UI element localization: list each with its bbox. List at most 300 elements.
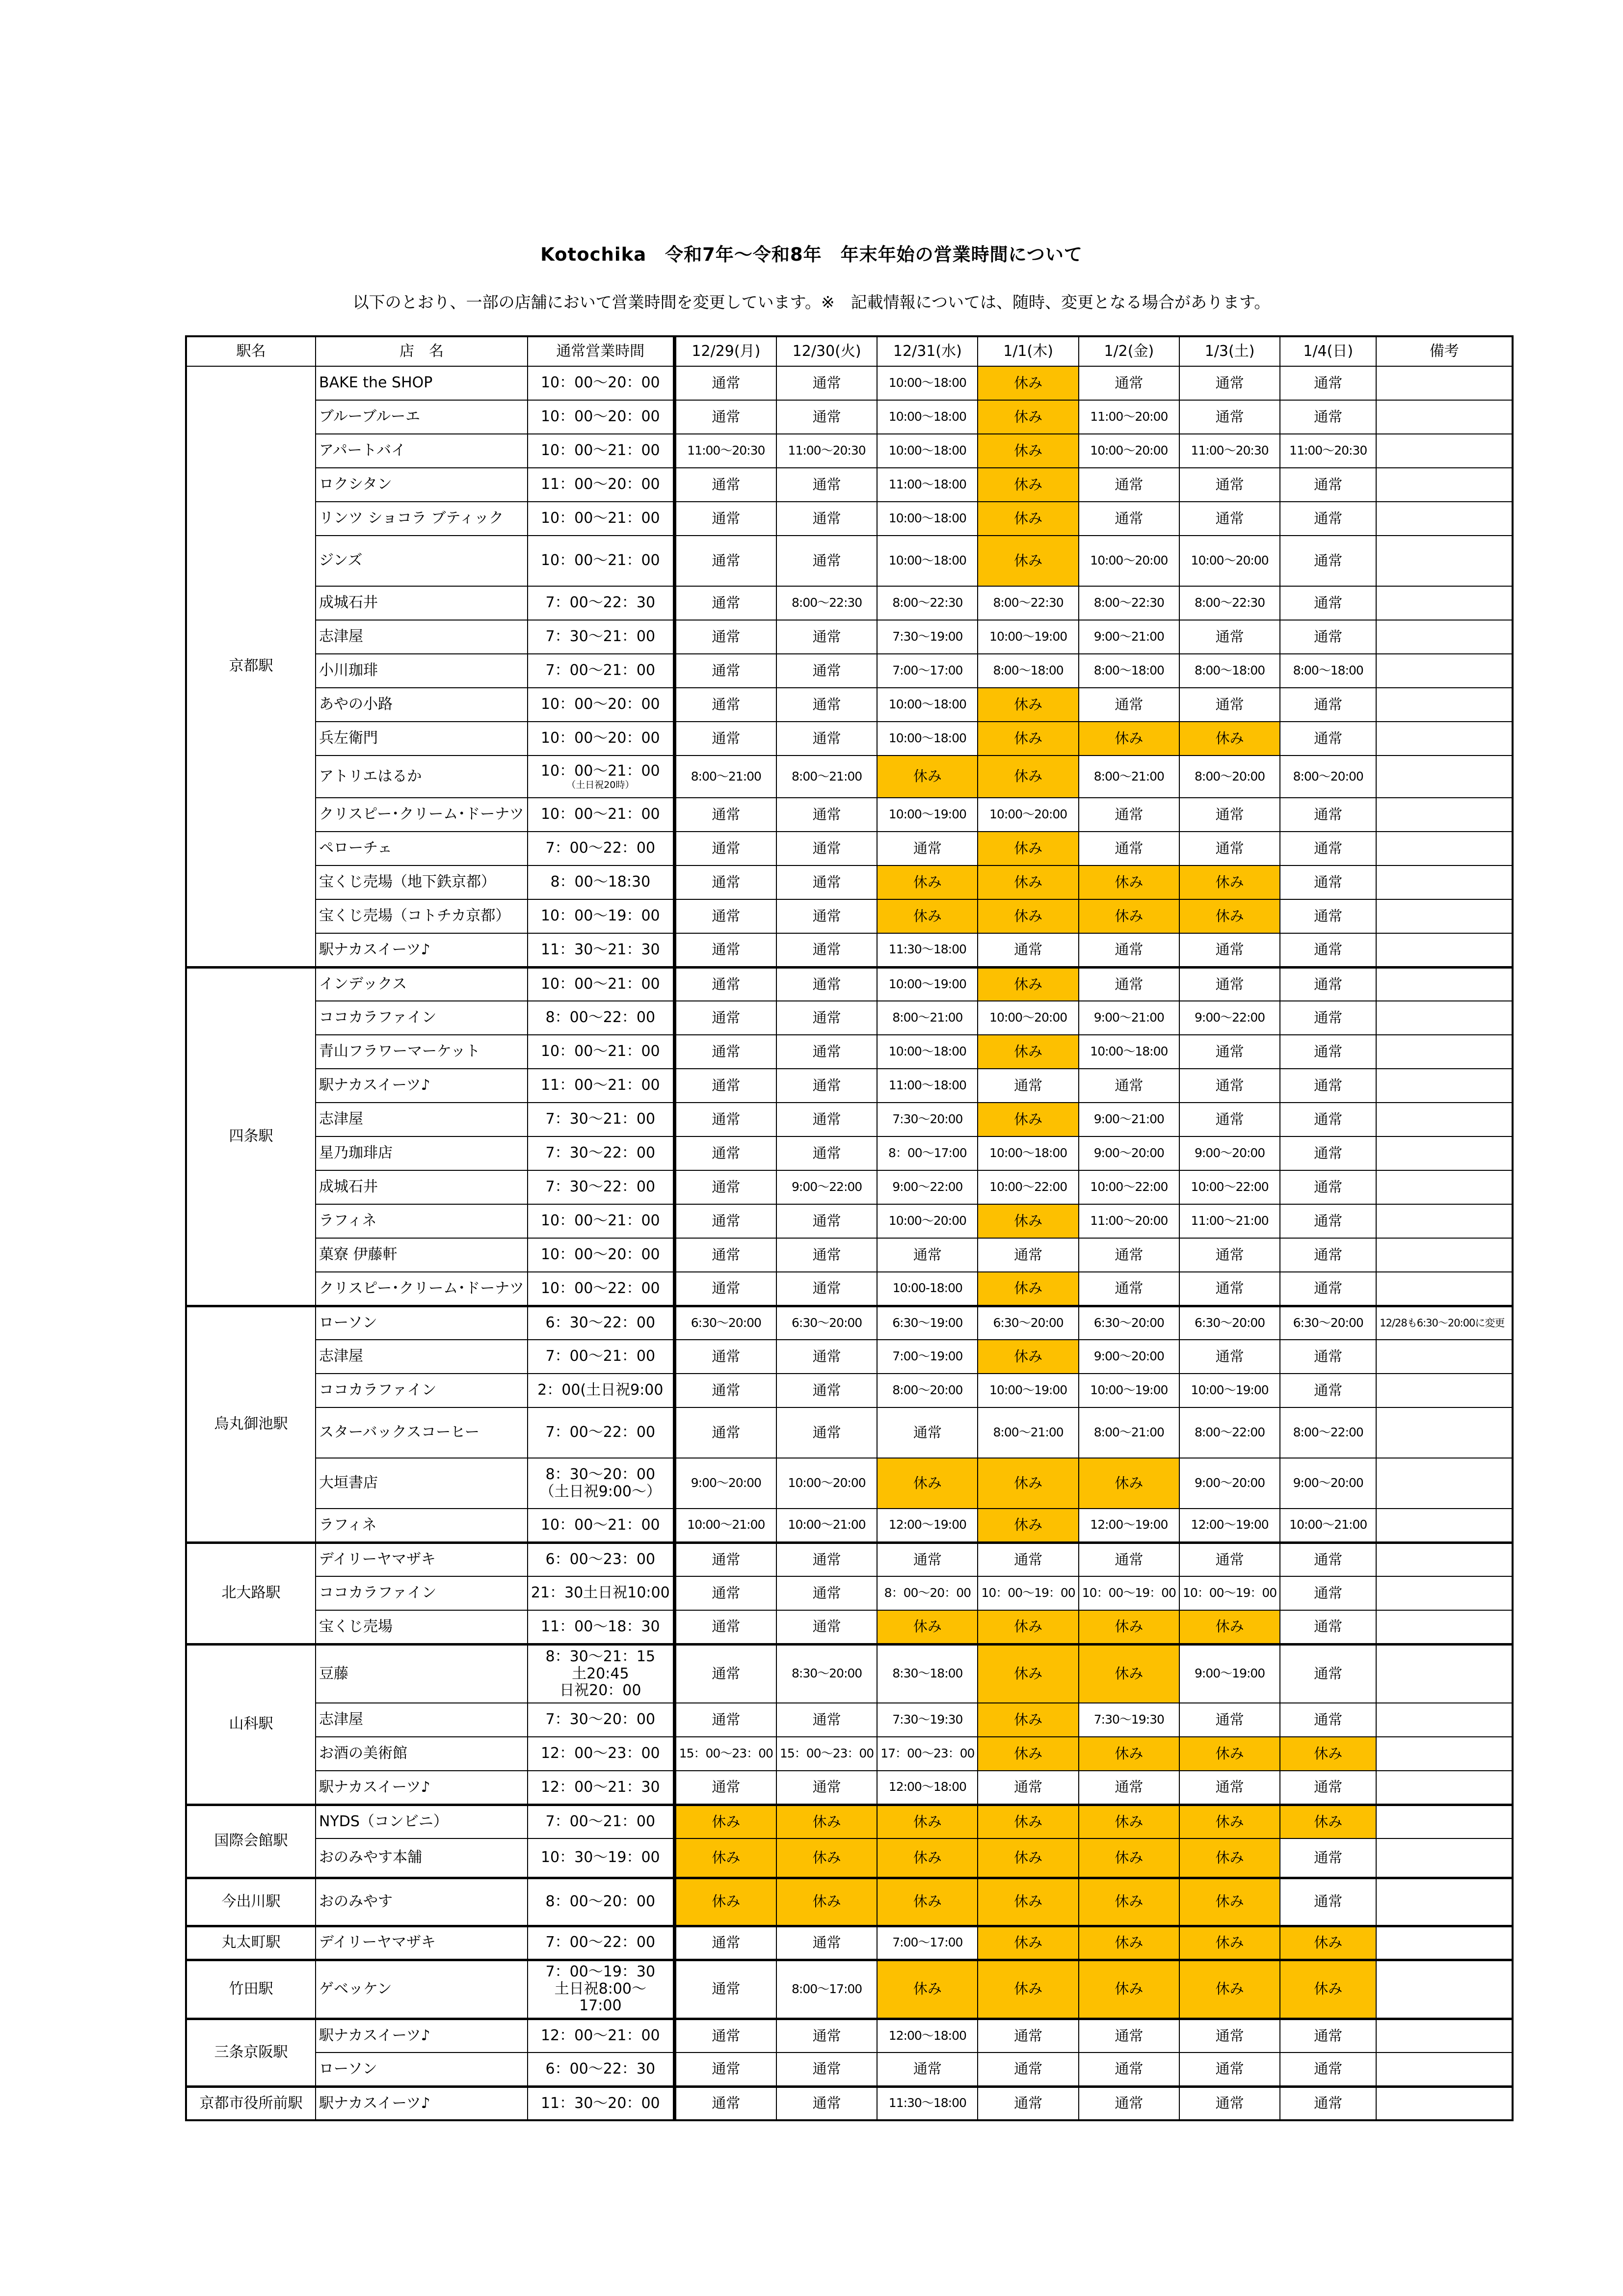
- regular-hours: [528, 1878, 674, 1926]
- day-cell: 7:30～19:00: [877, 620, 978, 654]
- day-cell: 10:00～20:00: [1079, 434, 1179, 468]
- day-cell-closed: 休み: [1179, 1960, 1280, 2019]
- day-cell: 通常: [674, 1272, 776, 1306]
- day-cell: 通常: [1280, 899, 1376, 933]
- day-cell: 通常: [1280, 1542, 1376, 1576]
- day-cell-closed: 休み: [1079, 722, 1179, 756]
- day-cell: 通常: [674, 1542, 776, 1576]
- table-row: [186, 1610, 1513, 1644]
- table-row: [186, 1374, 1513, 1407]
- regular-hours-line: 10：00～22：00: [540, 1279, 660, 1297]
- day-cell: 通常: [776, 2086, 877, 2120]
- day-cell: 8:00～21:00: [674, 756, 776, 798]
- day-cell-closed: 休み: [877, 1838, 978, 1878]
- day-cell: 通常: [776, 1407, 877, 1458]
- regular-hours-line: 10：00～21：00: [540, 1212, 660, 1230]
- day-cell: 通常: [1079, 2019, 1179, 2053]
- day-cell: 9:00～20:00: [674, 1458, 776, 1509]
- day-cell: 通常: [674, 502, 776, 536]
- regular-hours-line: 10：00～20：00: [540, 1246, 660, 1264]
- remarks-cell: [1376, 1069, 1513, 1103]
- day-cell: 通常: [674, 620, 776, 654]
- day-cell: 通常: [1280, 1069, 1376, 1103]
- day-cell: 通常: [1179, 502, 1280, 536]
- regular-hours-line: 10：00～21：00: [540, 806, 660, 823]
- regular-hours-line: 8：30～20：00: [545, 1466, 656, 1483]
- day-cell: 10:00～18:00: [877, 688, 978, 722]
- table-row: [186, 1878, 1513, 1926]
- day-cell: 通常: [776, 832, 877, 865]
- regular-hours: [528, 798, 674, 832]
- store-name: ココカラファイン: [316, 1001, 528, 1035]
- regular-hours: [528, 1576, 674, 1610]
- day-cell: 通常: [1280, 722, 1376, 756]
- header-regular-hours: 通常営業時間: [528, 336, 674, 366]
- day-cell: 7:00～19:00: [877, 1340, 978, 1374]
- store-name: 成城石井: [316, 586, 528, 620]
- header-remarks: 備考: [1376, 336, 1513, 366]
- store-name: 駅ナカスイーツ♪: [316, 2086, 528, 2120]
- day-cell: 17：00～23：00: [877, 1737, 978, 1771]
- store-name: アパートバイ: [316, 434, 528, 468]
- table-row: [186, 1703, 1513, 1737]
- regular-hours: [528, 1644, 674, 1703]
- table-row: [186, 967, 1513, 1001]
- regular-hours-line: 8：00～18:30: [550, 873, 651, 891]
- day-cell: 8:00～18:00: [1280, 654, 1376, 688]
- table-row: [186, 1509, 1513, 1542]
- store-name: デイリーヤマザキ: [316, 1926, 528, 1960]
- day-cell: 8：00～17:00: [877, 1136, 978, 1170]
- remarks-cell: [1376, 1272, 1513, 1306]
- table-row: [186, 722, 1513, 756]
- day-cell: 8:00～21:00: [776, 756, 877, 798]
- day-cell: 通常: [1280, 1374, 1376, 1407]
- day-cell: 通常: [776, 933, 877, 967]
- store-name: アトリエはるか: [316, 756, 528, 798]
- table-row: [186, 400, 1513, 434]
- day-cell: 10：00～19：00: [1079, 1576, 1179, 1610]
- regular-hours-line: 土日祝8:00～: [554, 1980, 646, 1998]
- regular-hours-line: 7：00～22：00: [545, 1934, 656, 1951]
- day-cell: 7:30～19:30: [1079, 1703, 1179, 1737]
- day-cell: 通常: [1280, 1103, 1376, 1136]
- table-row: [186, 1805, 1513, 1838]
- day-cell: 通常: [776, 1238, 877, 1272]
- day-cell-closed: 休み: [978, 865, 1078, 899]
- day-cell: 10:00～19:00: [877, 967, 978, 1001]
- day-cell-closed: 休み: [978, 1703, 1078, 1737]
- regular-hours-line: 17:00: [579, 1997, 622, 2015]
- remarks-cell: [1376, 1644, 1513, 1703]
- day-cell-closed: 休み: [978, 1204, 1078, 1238]
- day-cell: 通常: [776, 1374, 877, 1407]
- table-row: [186, 654, 1513, 688]
- day-cell: 通常: [776, 400, 877, 434]
- day-cell: 通常: [877, 1542, 978, 1576]
- day-cell-closed: 休み: [1079, 1960, 1179, 2019]
- day-cell: 通常: [674, 899, 776, 933]
- day-cell-closed: 休み: [978, 536, 1078, 586]
- day-cell: 通常: [1280, 865, 1376, 899]
- day-cell-closed: 休み: [978, 1340, 1078, 1374]
- regular-hours-line: 11：30～20：00: [540, 2094, 660, 2112]
- day-cell-closed: 休み: [978, 502, 1078, 536]
- day-cell: 通常: [776, 2019, 877, 2053]
- day-cell: 通常: [776, 722, 877, 756]
- store-name: 志津屋: [316, 620, 528, 654]
- day-cell-closed: 休み: [877, 899, 978, 933]
- day-cell-closed: 休み: [978, 400, 1078, 434]
- regular-hours: [528, 2053, 674, 2086]
- table-row: [186, 1926, 1513, 1960]
- day-cell: 通常: [1179, 2019, 1280, 2053]
- day-cell: 6:30～20:00: [1179, 1306, 1280, 1340]
- table-row: [186, 1306, 1513, 1340]
- table-row: [186, 1238, 1513, 1272]
- station-name: 竹田駅: [186, 1960, 316, 2019]
- day-cell: 通常: [1280, 1610, 1376, 1644]
- day-cell-closed: 休み: [877, 1960, 978, 2019]
- remarks-cell: [1376, 1407, 1513, 1458]
- day-cell: 10:00～19:00: [1179, 1374, 1280, 1407]
- remarks-cell: [1376, 586, 1513, 620]
- day-cell: 通常: [1079, 468, 1179, 502]
- day-cell: 通常: [1179, 1340, 1280, 1374]
- day-cell: 通常: [978, 1238, 1078, 1272]
- regular-hours: [528, 1238, 674, 1272]
- table-row: [186, 434, 1513, 468]
- day-cell: 8:00～18:00: [978, 654, 1078, 688]
- day-cell: 通常: [674, 967, 776, 1001]
- regular-hours-line: 7：30～22：00: [545, 1144, 656, 1162]
- store-name: 菓寮 伊藤軒: [316, 1238, 528, 1272]
- day-cell: 10:00～18:00: [877, 1035, 978, 1069]
- regular-hours-line: 6：00～23：00: [545, 1551, 656, 1568]
- day-cell: 通常: [776, 2053, 877, 2086]
- store-name: リンツ ショコラ ブティック: [316, 502, 528, 536]
- remarks-cell: [1376, 1340, 1513, 1374]
- remarks-cell: [1376, 933, 1513, 967]
- store-name: ゲベッケン: [316, 1960, 528, 2019]
- day-cell: 通常: [776, 1703, 877, 1737]
- regular-hours: [528, 400, 674, 434]
- remarks-cell: [1376, 1771, 1513, 1805]
- regular-hours: [528, 1170, 674, 1204]
- day-cell: 7:00～17:00: [877, 1926, 978, 1960]
- day-cell-closed: 休み: [877, 1458, 978, 1509]
- table-row: [186, 2019, 1513, 2053]
- regular-hours-line: 土20:45: [572, 1665, 629, 1682]
- regular-hours-line: 11：00～20：00: [540, 476, 660, 493]
- day-cell: 8:00～22:30: [1179, 586, 1280, 620]
- day-cell-closed: 休み: [1079, 1926, 1179, 1960]
- store-name: NYDS（コンビニ）: [316, 1805, 528, 1838]
- remarks-cell: [1376, 832, 1513, 865]
- store-name: 小川珈琲: [316, 654, 528, 688]
- day-cell: 通常: [1079, 1272, 1179, 1306]
- day-cell: 通常: [1280, 1204, 1376, 1238]
- regular-hours-line: 7：00～22：00: [545, 1424, 656, 1441]
- day-cell: 9:00～21:00: [1079, 620, 1179, 654]
- table-row: [186, 1960, 1513, 2019]
- day-cell: 通常: [1179, 468, 1280, 502]
- day-cell: 6:30～20:00: [1280, 1306, 1376, 1340]
- regular-hours: [528, 502, 674, 536]
- day-cell: 通常: [674, 722, 776, 756]
- regular-hours: [528, 1771, 674, 1805]
- day-cell-closed: 休み: [978, 1737, 1078, 1771]
- day-cell: 6:30～20:00: [1079, 1306, 1179, 1340]
- regular-hours-line: 10：00～21：00: [540, 762, 660, 780]
- remarks-cell: [1376, 2053, 1513, 2086]
- day-cell: 通常: [1179, 798, 1280, 832]
- store-name: クリスピー･クリーム･ドーナツ: [316, 798, 528, 832]
- day-cell: 7:00～17:00: [877, 654, 978, 688]
- day-cell: 12:00～19:00: [1079, 1509, 1179, 1542]
- day-cell: 通常: [776, 1542, 877, 1576]
- day-cell: 8:00～22:00: [1280, 1407, 1376, 1458]
- regular-hours-line: 10：00～20：00: [540, 696, 660, 713]
- regular-hours: [528, 722, 674, 756]
- station-name: 京都駅: [186, 366, 316, 967]
- remarks-cell: [1376, 400, 1513, 434]
- day-cell: 12:00～19:00: [1179, 1509, 1280, 1542]
- day-cell: 通常: [674, 1170, 776, 1204]
- store-name: 星乃珈琲店: [316, 1136, 528, 1170]
- day-cell: 通常: [1079, 1771, 1179, 1805]
- day-cell: 通常: [1079, 1238, 1179, 1272]
- day-cell: 通常: [1179, 366, 1280, 400]
- store-name: ココカラファイン: [316, 1374, 528, 1407]
- day-cell: 9:00～20:00: [1179, 1136, 1280, 1170]
- day-cell-closed: 休み: [1179, 1805, 1280, 1838]
- table-row: [186, 1170, 1513, 1204]
- regular-hours: [528, 586, 674, 620]
- day-cell: 通常: [1280, 1272, 1376, 1306]
- header-date: 1/4(日): [1280, 336, 1376, 366]
- regular-hours-line: 12：00～21：00: [540, 2027, 660, 2044]
- day-cell: 8:00～21:00: [1079, 756, 1179, 798]
- day-cell-closed: 休み: [674, 1805, 776, 1838]
- station-name: 山科駅: [186, 1644, 316, 1805]
- day-cell-closed: 休み: [978, 1103, 1078, 1136]
- store-name: ラフィネ: [316, 1204, 528, 1238]
- header-date: 12/30(火): [776, 336, 877, 366]
- day-cell: 通常: [1280, 967, 1376, 1001]
- regular-hours-line: 12：00～21：30: [540, 1778, 660, 1796]
- regular-hours: [528, 620, 674, 654]
- day-cell: 通常: [1179, 1238, 1280, 1272]
- remarks-cell: [1376, 1204, 1513, 1238]
- table-row: [186, 1458, 1513, 1509]
- day-cell-closed: 休み: [978, 1509, 1078, 1542]
- regular-hours-line: 6：30～22：00: [545, 1314, 656, 1331]
- day-cell-closed: 休み: [978, 1644, 1078, 1703]
- remarks-cell: [1376, 1576, 1513, 1610]
- day-cell: 10:00～22:00: [978, 1170, 1078, 1204]
- regular-hours-line: 7：00～21：00: [545, 1813, 656, 1830]
- day-cell: 通常: [1079, 2053, 1179, 2086]
- remarks-cell: [1376, 1035, 1513, 1069]
- day-cell: 8:00～20:00: [1280, 756, 1376, 798]
- regular-hours: [528, 1407, 674, 1458]
- regular-hours: [528, 2086, 674, 2120]
- regular-hours: [528, 1838, 674, 1878]
- day-cell: 11:30～18:00: [877, 933, 978, 967]
- day-cell: 10：00～19：00: [1179, 1576, 1280, 1610]
- store-name: デイリーヤマザキ: [316, 1542, 528, 1576]
- day-cell: 通常: [776, 1340, 877, 1374]
- day-cell: 通常: [1179, 967, 1280, 1001]
- day-cell: 11:00～18:00: [877, 1069, 978, 1103]
- day-cell-closed: 休み: [978, 1838, 1078, 1878]
- day-cell: 10:00～18:00: [877, 366, 978, 400]
- day-cell: 通常: [1079, 832, 1179, 865]
- store-name: 兵左衛門: [316, 722, 528, 756]
- day-cell-closed: 休み: [877, 756, 978, 798]
- day-cell: 通常: [776, 967, 877, 1001]
- table-row: [186, 798, 1513, 832]
- day-cell-closed: 休み: [1079, 1610, 1179, 1644]
- store-name: ラフィネ: [316, 1509, 528, 1542]
- day-cell: 通常: [1280, 1340, 1376, 1374]
- table-row: [186, 586, 1513, 620]
- day-cell: 通常: [776, 1272, 877, 1306]
- day-cell: 通常: [776, 654, 877, 688]
- regular-hours: [528, 1374, 674, 1407]
- day-cell: 通常: [776, 688, 877, 722]
- day-cell-closed: 休み: [1179, 1610, 1280, 1644]
- remarks-cell: [1376, 468, 1513, 502]
- day-cell-closed: 休み: [978, 1458, 1078, 1509]
- store-name: 宝くじ売場（コトチカ京都）: [316, 899, 528, 933]
- day-cell: 12:00～19:00: [877, 1509, 978, 1542]
- table-row: [186, 468, 1513, 502]
- remarks-cell: [1376, 899, 1513, 933]
- day-cell-closed: 休み: [1179, 722, 1280, 756]
- day-cell: 通常: [674, 400, 776, 434]
- day-cell: 6:30～20:00: [776, 1306, 877, 1340]
- day-cell-closed: 休み: [1179, 899, 1280, 933]
- day-cell: 通常: [674, 586, 776, 620]
- remarks-cell: [1376, 1374, 1513, 1407]
- day-cell: 通常: [674, 468, 776, 502]
- day-cell: 10:00～18:00: [978, 1136, 1078, 1170]
- day-cell-closed: 休み: [1179, 865, 1280, 899]
- regular-hours: [528, 1306, 674, 1340]
- table-row: [186, 1272, 1513, 1306]
- regular-hours: [528, 1805, 674, 1838]
- day-cell: 通常: [1179, 1103, 1280, 1136]
- table-row: [186, 1103, 1513, 1136]
- day-cell-closed: 休み: [1179, 1878, 1280, 1926]
- day-cell-closed: 休み: [1280, 1926, 1376, 1960]
- store-name: 志津屋: [316, 1103, 528, 1136]
- regular-hours: [528, 1035, 674, 1069]
- regular-hours: [528, 899, 674, 933]
- store-name: ジンズ: [316, 536, 528, 586]
- day-cell: 通常: [776, 1576, 877, 1610]
- day-cell: 通常: [674, 1374, 776, 1407]
- store-name: ロクシタン: [316, 468, 528, 502]
- day-cell: 8:00～22:30: [1079, 586, 1179, 620]
- remarks-cell: [1376, 1703, 1513, 1737]
- day-cell: 通常: [978, 2053, 1078, 2086]
- day-cell-closed: 休み: [978, 1035, 1078, 1069]
- day-cell: 8:00～21:00: [978, 1407, 1078, 1458]
- day-cell-closed: 休み: [978, 434, 1078, 468]
- day-cell: 通常: [1079, 798, 1179, 832]
- header-store: 店 名: [316, 336, 528, 366]
- day-cell: 9:00～19:00: [1179, 1644, 1280, 1703]
- table-row: [186, 688, 1513, 722]
- day-cell: 7:30～19:30: [877, 1703, 978, 1737]
- day-cell: 通常: [776, 1103, 877, 1136]
- regular-hours-line: 7：00～22：00: [545, 839, 656, 857]
- remarks-cell: [1376, 654, 1513, 688]
- day-cell: 通常: [776, 1926, 877, 1960]
- day-cell: 8:00～20:00: [877, 1374, 978, 1407]
- day-cell: 10:00～21:00: [1280, 1509, 1376, 1542]
- regular-hours-line: 6：00～22：30: [545, 2060, 656, 2078]
- store-name: スターバックスコーヒー: [316, 1407, 528, 1458]
- day-cell: 10:00～20:00: [1179, 536, 1280, 586]
- remarks-cell: [1376, 1737, 1513, 1771]
- store-name: 志津屋: [316, 1703, 528, 1737]
- day-cell: 11:00～20:30: [776, 434, 877, 468]
- day-cell: 通常: [674, 1069, 776, 1103]
- day-cell-closed: 休み: [1280, 1737, 1376, 1771]
- day-cell: 通常: [1179, 400, 1280, 434]
- table-row: [186, 1069, 1513, 1103]
- remarks-cell: [1376, 967, 1513, 1001]
- store-name: お酒の美術館: [316, 1737, 528, 1771]
- regular-hours-line: 10：00～19：00: [540, 907, 660, 925]
- day-cell: 8:00～18:00: [1079, 654, 1179, 688]
- day-cell-closed: 休み: [978, 1960, 1078, 2019]
- header-station: 駅名: [186, 336, 316, 366]
- day-cell: 通常: [776, 1136, 877, 1170]
- day-cell: 通常: [674, 1340, 776, 1374]
- day-cell: 11:00～20:00: [1079, 1204, 1179, 1238]
- business-hours-table: [185, 335, 1514, 2121]
- day-cell-closed: 休み: [776, 1838, 877, 1878]
- remarks-cell: [1376, 1838, 1513, 1878]
- day-cell-closed: 休み: [1079, 1737, 1179, 1771]
- day-cell-closed: 休み: [978, 688, 1078, 722]
- day-cell: 通常: [978, 2086, 1078, 2120]
- day-cell: 通常: [674, 1001, 776, 1035]
- day-cell: 通常: [978, 1771, 1078, 1805]
- store-name: ローソン: [316, 1306, 528, 1340]
- day-cell-closed: 休み: [978, 1272, 1078, 1306]
- day-cell: 10:00～20:00: [776, 1458, 877, 1509]
- table-row: [186, 2053, 1513, 2086]
- day-cell-closed: 休み: [1179, 1838, 1280, 1878]
- station-name: 丸太町駅: [186, 1926, 316, 1960]
- remarks-cell: [1376, 1960, 1513, 2019]
- regular-hours-line: 21：30土日祝10:00: [531, 1584, 670, 1602]
- day-cell: 通常: [1179, 1069, 1280, 1103]
- store-name: 青山フラワーマーケット: [316, 1035, 528, 1069]
- remarks-cell: [1376, 1170, 1513, 1204]
- store-name: 駅ナカスイーツ♪: [316, 1771, 528, 1805]
- regular-hours: [528, 468, 674, 502]
- table-row: [186, 1001, 1513, 1035]
- regular-hours: [528, 1542, 674, 1576]
- day-cell: 通常: [674, 1960, 776, 2019]
